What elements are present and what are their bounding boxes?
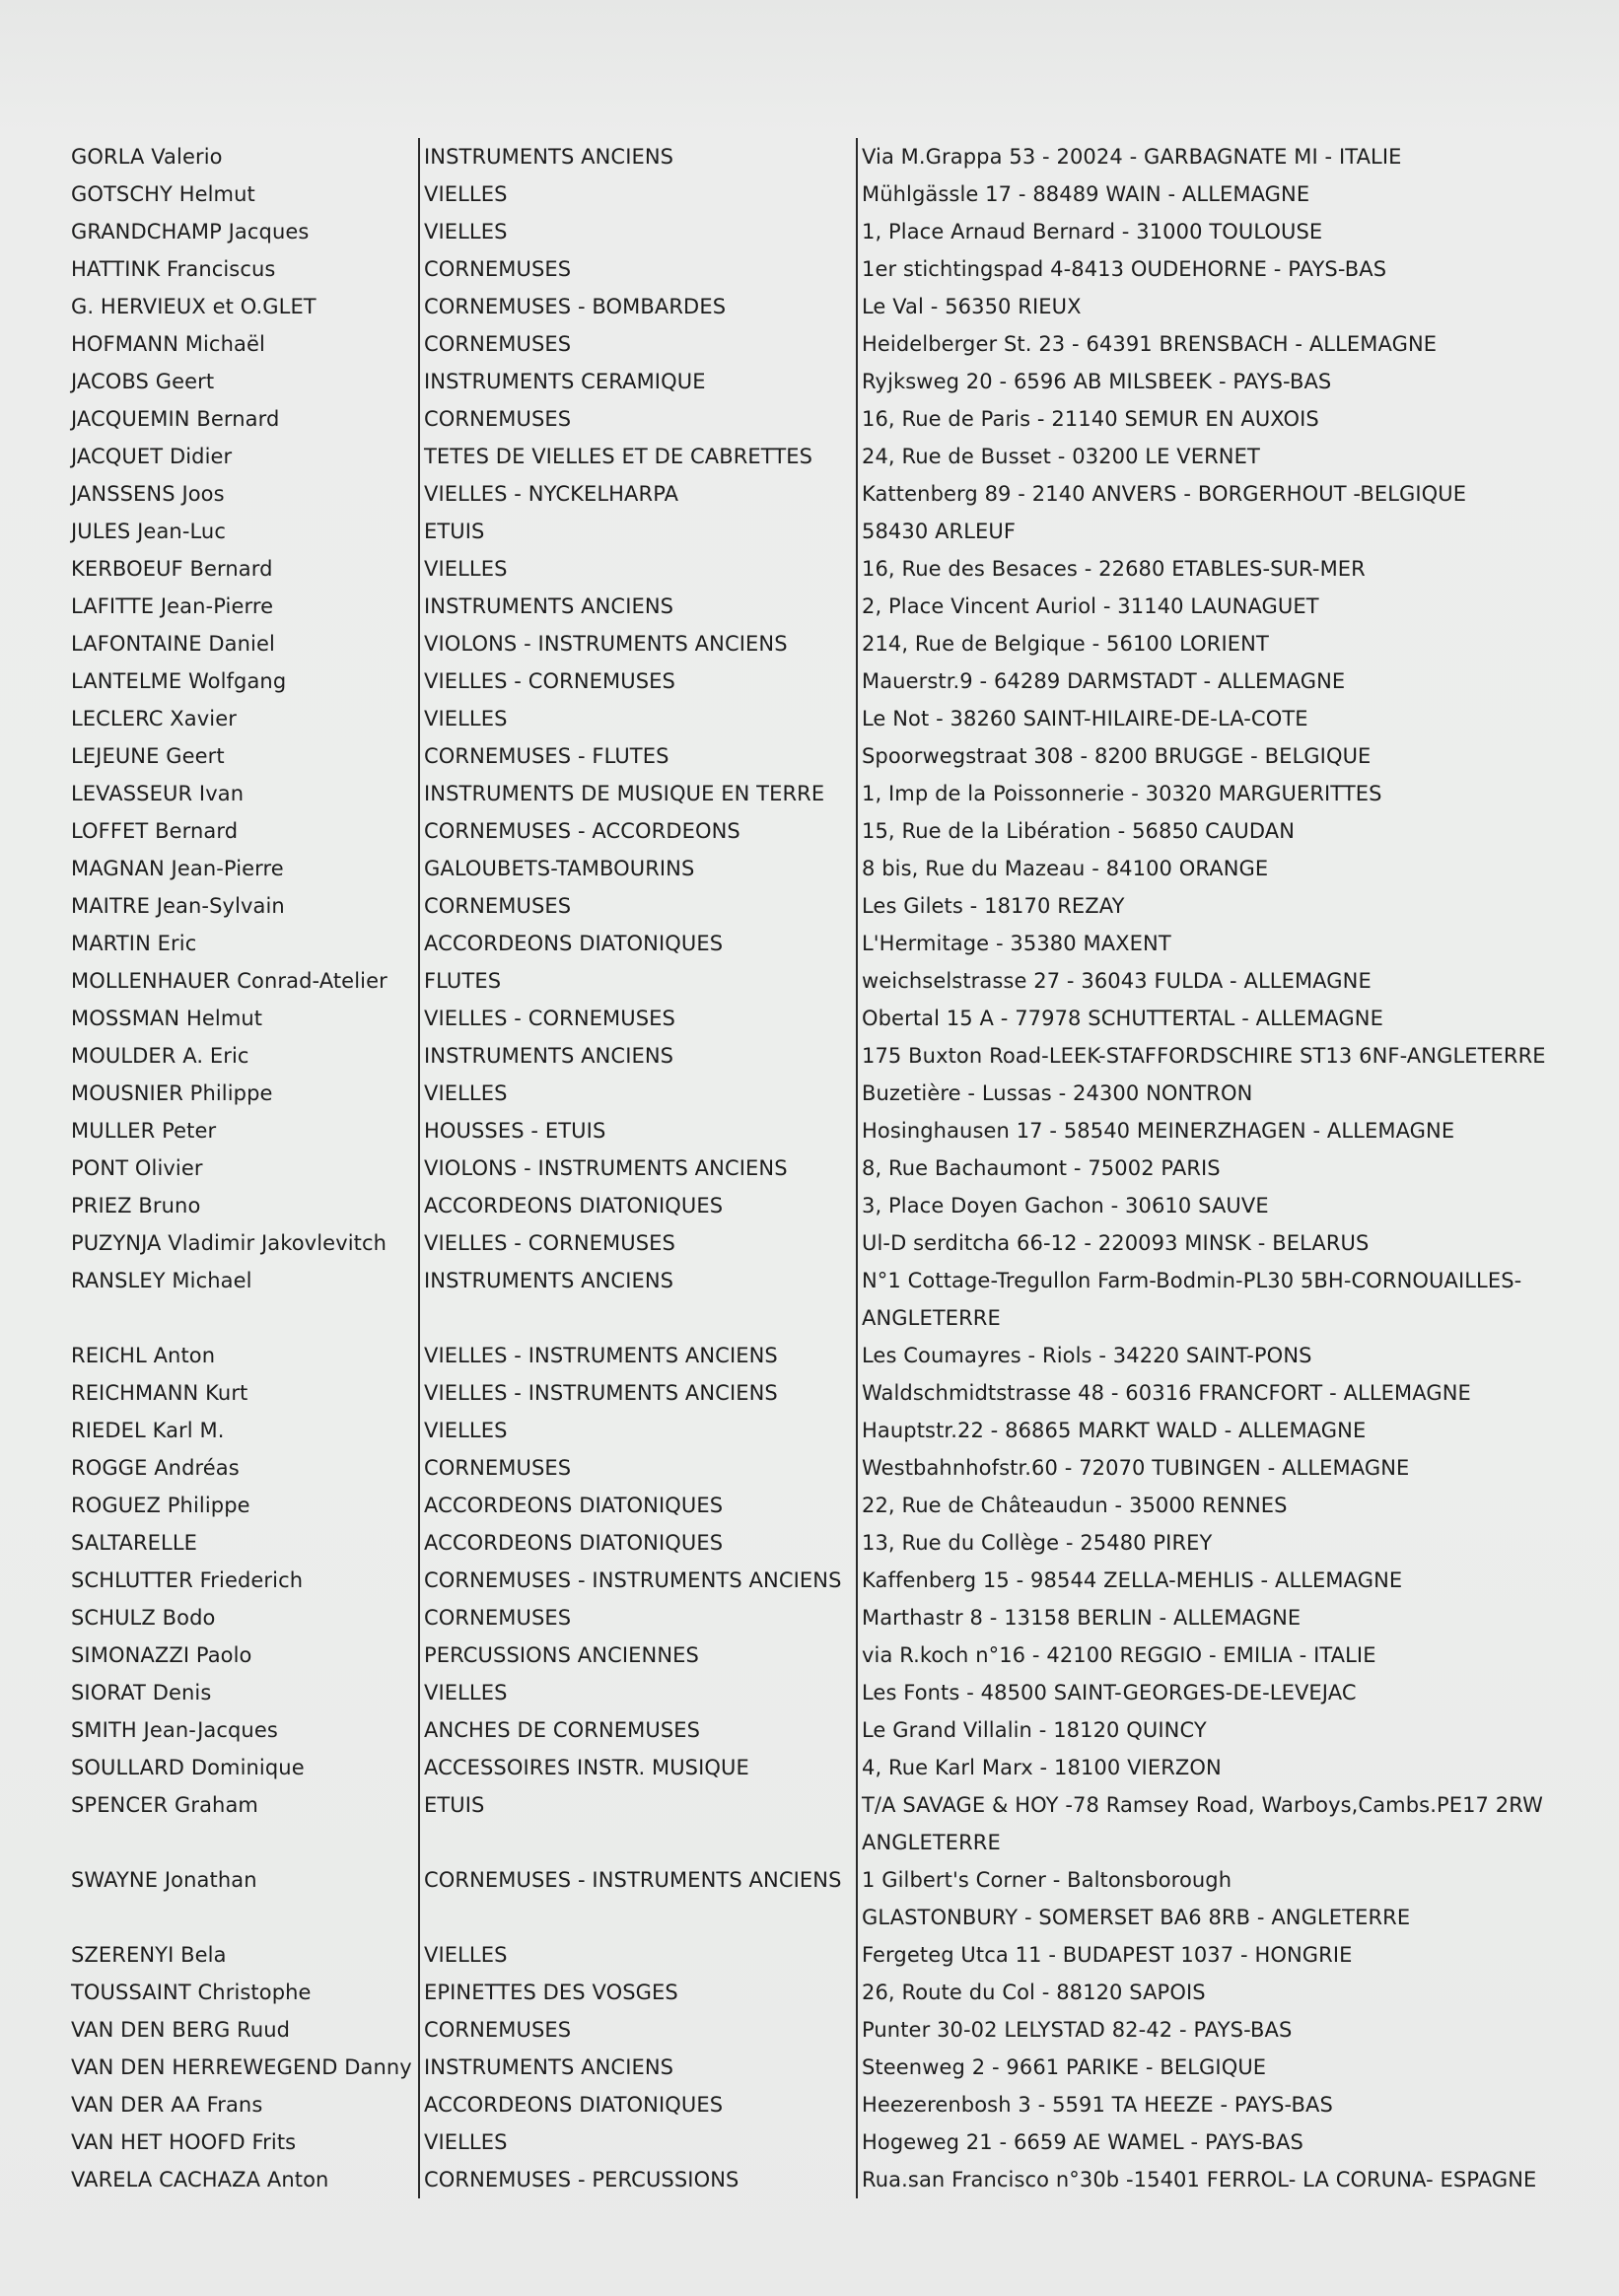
maker-specialty: ANCHES DE CORNEMUSES (419, 1711, 857, 1749)
directory-row (67, 1562, 1582, 1599)
maker-specialty: TETES DE VIELLES ET DE CABRETTES (419, 438, 857, 475)
maker-address: 24, Rue de Busset - 03200 LE VERNET (857, 438, 1582, 475)
maker-address: Heidelberger St. 23 - 64391 BRENSBACH - ALLEMAGNE (857, 325, 1582, 363)
directory-row (67, 513, 1582, 550)
directory-row (67, 700, 1582, 737)
directory-row (67, 1337, 1582, 1374)
maker-name: GRANDCHAMP Jacques (71, 220, 310, 244)
maker-name (67, 1824, 419, 1861)
directory-row (67, 288, 1582, 325)
directory-row (67, 1749, 1582, 1786)
maker-specialty: CORNEMUSES (419, 887, 857, 925)
maker-name: LAFITTE Jean-Pierre (71, 594, 274, 618)
directory-row (67, 850, 1582, 887)
maker-name: MOLLENHAUER Conrad-Atelier (71, 969, 387, 993)
maker-specialty: CORNEMUSES (419, 250, 857, 288)
maker-address: Le Grand Villalin - 18120 QUINCY (857, 1711, 1582, 1749)
maker-specialty: CORNEMUSES - FLUTES (419, 737, 857, 775)
directory-row (67, 588, 1582, 625)
maker-address: Marthastr 8 - 13158 BERLIN - ALLEMAGNE (857, 1599, 1582, 1636)
maker-specialty: VIOLONS - INSTRUMENTS ANCIENS (419, 1149, 857, 1187)
maker-name: JULES Jean-Luc (71, 520, 226, 543)
directory-row (67, 1037, 1582, 1075)
maker-name: MOSSMAN Helmut (71, 1007, 263, 1030)
maker-address: Rua.san Francisco n°30b -15401 FERROL- LA CORUNA- ESPAGNE (857, 2161, 1582, 2198)
maker-name: SPENCER Graham (71, 1793, 258, 1817)
maker-specialty: VIELLES - NYCKELHARPA (419, 475, 857, 513)
maker-address: L'Hermitage - 35380 MAXENT (857, 925, 1582, 962)
maker-name: LEVASSEUR Ivan (71, 782, 245, 805)
maker-address: 58430 ARLEUF (857, 513, 1582, 550)
maker-name: MAGNAN Jean-Pierre (71, 857, 284, 880)
directory-row (67, 1075, 1582, 1112)
directory-row (67, 812, 1582, 850)
maker-name: SWAYNE Jonathan (71, 1868, 257, 1892)
directory-row (67, 325, 1582, 363)
maker-specialty: INSTRUMENTS ANCIENS (419, 2049, 857, 2086)
maker-address: Hauptstr.22 - 86865 MARKT WALD - ALLEMAGNE (857, 1412, 1582, 1449)
maker-specialty: VIELLES (419, 175, 857, 213)
maker-name: SOULLARD Dominique (71, 1756, 305, 1779)
directory-row (67, 1711, 1582, 1749)
maker-specialty: INSTRUMENTS DE MUSIQUE EN TERRE (419, 775, 857, 812)
maker-name: JANSSENS Joos (71, 482, 225, 506)
directory-row (67, 1487, 1582, 1524)
maker-name: ROGUEZ Philippe (71, 1494, 250, 1517)
maker-specialty: ETUIS (419, 1786, 857, 1824)
maker-name: VAN DEN BERG Ruud (71, 2018, 291, 2042)
directory-row (67, 1187, 1582, 1224)
maker-specialty: CORNEMUSES (419, 1449, 857, 1487)
directory-row (67, 250, 1582, 288)
directory-body (67, 138, 1582, 2198)
maker-address: Ryjksweg 20 - 6596 AB MILSBEEK - PAYS-BAS (857, 363, 1582, 400)
maker-name: VAN DER AA Frans (71, 2093, 263, 2117)
directory-row (67, 400, 1582, 438)
maker-address: T/A SAVAGE & HOY -78 Ramsey Road, Warboys,Cambs.PE17 2RW (857, 1786, 1582, 1824)
maker-specialty: ACCESSOIRES INSTR. MUSIQUE (419, 1749, 857, 1786)
maker-address: Waldschmidtstrasse 48 - 60316 FRANCFORT - ALLEMAGNE (857, 1374, 1582, 1412)
maker-address: Steenweg 2 - 9661 PARIKE - BELGIQUE (857, 2049, 1582, 2086)
maker-name: G. HERVIEUX et O.GLET (71, 295, 317, 318)
maker-specialty: PERCUSSIONS ANCIENNES (419, 1636, 857, 1674)
maker-address: 1, Place Arnaud Bernard - 31000 TOULOUSE (857, 213, 1582, 250)
directory-row (67, 1861, 1582, 1899)
maker-specialty: ACCORDEONS DIATONIQUES (419, 925, 857, 962)
maker-name (67, 1899, 419, 1936)
maker-address: 4, Rue Karl Marx - 18100 VIERZON (857, 1749, 1582, 1786)
directory-row-continuation (67, 1824, 1582, 1861)
maker-address: Les Fonts - 48500 SAINT-GEORGES-DE-LEVEJAC (857, 1674, 1582, 1711)
maker-directory-table (67, 138, 1582, 2198)
directory-row (67, 1149, 1582, 1187)
maker-specialty (419, 1299, 857, 1337)
maker-address: 26, Route du Col - 88120 SAPOIS (857, 1974, 1582, 2011)
maker-specialty: ACCORDEONS DIATONIQUES (419, 1524, 857, 1562)
maker-specialty: ACCORDEONS DIATONIQUES (419, 1487, 857, 1524)
maker-name (67, 1299, 419, 1337)
directory-row (67, 1000, 1582, 1037)
maker-address: 22, Rue de Châteaudun - 35000 RENNES (857, 1487, 1582, 1524)
maker-address: 8 bis, Rue du Mazeau - 84100 ORANGE (857, 850, 1582, 887)
maker-name: VARELA CACHAZA Anton (71, 2168, 329, 2192)
maker-address: Mühlgässle 17 - 88489 WAIN - ALLEMAGNE (857, 175, 1582, 213)
directory-row (67, 1374, 1582, 1412)
maker-address: Heezerenbosh 3 - 5591 TA HEEZE - PAYS-BAS (857, 2086, 1582, 2123)
directory-row (67, 662, 1582, 700)
directory-row (67, 625, 1582, 662)
maker-name: REICHMANN Kurt (71, 1381, 248, 1405)
maker-name: RIEDEL Karl M. (71, 1419, 225, 1442)
maker-name: ROGGE Andréas (71, 1456, 240, 1480)
directory-row (67, 1599, 1582, 1636)
directory-row (67, 962, 1582, 1000)
maker-specialty: VIELLES (419, 550, 857, 588)
maker-name: SCHULZ Bodo (71, 1606, 216, 1630)
maker-name: HOFMANN Michaël (71, 332, 265, 356)
maker-specialty: VIELLES - CORNEMUSES (419, 662, 857, 700)
maker-name: RANSLEY Michael (71, 1269, 252, 1292)
maker-address: GLASTONBURY - SOMERSET BA6 8RB - ANGLETERRE (857, 1899, 1582, 1936)
maker-address: Obertal 15 A - 77978 SCHUTTERTAL - ALLEMAGNE (857, 1000, 1582, 1037)
maker-name: MAITRE Jean-Sylvain (71, 894, 285, 918)
maker-specialty: VIELLES - CORNEMUSES (419, 1000, 857, 1037)
maker-name: GOTSCHY Helmut (71, 182, 255, 206)
maker-specialty: GALOUBETS-TAMBOURINS (419, 850, 857, 887)
maker-address: Punter 30-02 LELYSTAD 82-42 - PAYS-BAS (857, 2011, 1582, 2049)
directory-row (67, 775, 1582, 812)
directory-row (67, 550, 1582, 588)
maker-specialty (419, 1899, 857, 1936)
maker-address: 1, Imp de la Poissonnerie - 30320 MARGUERITTES (857, 775, 1582, 812)
maker-name: REICHL Anton (71, 1344, 216, 1367)
maker-name: GORLA Valerio (71, 145, 223, 169)
maker-address: ANGLETERRE (857, 1299, 1582, 1337)
maker-address: Spoorwegstraat 308 - 8200 BRUGGE - BELGIQUE (857, 737, 1582, 775)
maker-specialty: CORNEMUSES (419, 325, 857, 363)
directory-row (67, 1974, 1582, 2011)
maker-specialty: INSTRUMENTS ANCIENS (419, 1262, 857, 1299)
directory-row (67, 925, 1582, 962)
maker-name: LEJEUNE Geert (71, 744, 225, 768)
maker-name: JACQUET Didier (71, 445, 233, 468)
directory-row (67, 1524, 1582, 1562)
maker-name: LAFONTAINE Daniel (71, 632, 275, 656)
maker-address: 175 Buxton Road-LEEK-STAFFORDSCHIRE ST13 6NF-ANGLETERRE (857, 1037, 1582, 1075)
maker-specialty: ETUIS (419, 513, 857, 550)
maker-name: SCHLUTTER Friederich (71, 1568, 304, 1592)
directory-row-continuation (67, 1299, 1582, 1337)
maker-address: Ul-D serditcha 66-12 - 220093 MINSK - BELARUS (857, 1224, 1582, 1262)
maker-name: MARTIN Eric (71, 932, 197, 955)
maker-name: SIORAT Denis (71, 1681, 212, 1705)
maker-specialty: VIELLES - INSTRUMENTS ANCIENS (419, 1374, 857, 1412)
directory-row (67, 1224, 1582, 1262)
directory-row (67, 1786, 1582, 1824)
maker-name: SALTARELLE (71, 1531, 197, 1555)
directory-row (67, 475, 1582, 513)
maker-specialty: VIELLES (419, 1936, 857, 1974)
maker-specialty: INSTRUMENTS CERAMIQUE (419, 363, 857, 400)
maker-address: Mauerstr.9 - 64289 DARMSTADT - ALLEMAGNE (857, 662, 1582, 700)
directory-row (67, 363, 1582, 400)
maker-specialty: VIOLONS - INSTRUMENTS ANCIENS (419, 625, 857, 662)
directory-row (67, 138, 1582, 175)
maker-specialty: VIELLES (419, 2123, 857, 2161)
maker-name: JACQUEMIN Bernard (71, 407, 280, 431)
maker-specialty: VIELLES (419, 1412, 857, 1449)
maker-name: JACOBS Geert (71, 370, 215, 393)
maker-address: 2, Place Vincent Auriol - 31140 LAUNAGUET (857, 588, 1582, 625)
directory-row (67, 2086, 1582, 2123)
directory-row (67, 2161, 1582, 2198)
maker-address: Kattenberg 89 - 2140 ANVERS - BORGERHOUT -BELGIQUE (857, 475, 1582, 513)
maker-name: LECLERC Xavier (71, 707, 237, 731)
maker-address: 1 Gilbert's Corner - Baltonsborough (857, 1861, 1582, 1899)
maker-address: Hogeweg 21 - 6659 AE WAMEL - PAYS-BAS (857, 2123, 1582, 2161)
directory-row (67, 1412, 1582, 1449)
maker-specialty: CORNEMUSES - INSTRUMENTS ANCIENS (419, 1562, 857, 1599)
maker-name: TOUSSAINT Christophe (71, 1981, 312, 2004)
directory-row (67, 438, 1582, 475)
maker-name: SMITH Jean-Jacques (71, 1718, 278, 1742)
maker-specialty: CORNEMUSES - INSTRUMENTS ANCIENS (419, 1861, 857, 1899)
directory-row (67, 2011, 1582, 2049)
maker-specialty: VIELLES - INSTRUMENTS ANCIENS (419, 1337, 857, 1374)
maker-specialty: VIELLES - CORNEMUSES (419, 1224, 857, 1262)
maker-address: 15, Rue de la Libération - 56850 CAUDAN (857, 812, 1582, 850)
maker-address: Fergeteg Utca 11 - BUDAPEST 1037 - HONGRIE (857, 1936, 1582, 1974)
maker-address: weichselstrasse 27 - 36043 FULDA - ALLEMAGNE (857, 962, 1582, 1000)
maker-address: Kaffenberg 15 - 98544 ZELLA-MEHLIS - ALLEMAGNE (857, 1562, 1582, 1599)
maker-address: 8, Rue Bachaumont - 75002 PARIS (857, 1149, 1582, 1187)
maker-specialty: VIELLES (419, 1075, 857, 1112)
maker-address: 16, Rue de Paris - 21140 SEMUR EN AUXOIS (857, 400, 1582, 438)
maker-address: via R.koch n°16 - 42100 REGGIO - EMILIA - ITALIE (857, 1636, 1582, 1674)
maker-name: PRIEZ Bruno (71, 1194, 201, 1218)
maker-address: 1er stichtingspad 4-8413 OUDEHORNE - PAYS-BAS (857, 250, 1582, 288)
directory-row (67, 887, 1582, 925)
directory-row (67, 2123, 1582, 2161)
maker-name: MOUSNIER Philippe (71, 1081, 273, 1105)
maker-name: VAN HET HOOFD Frits (71, 2130, 297, 2154)
maker-name: KERBOEUF Bernard (71, 557, 273, 581)
maker-address: Les Coumayres - Riols - 34220 SAINT-PONS (857, 1337, 1582, 1374)
maker-address: 214, Rue de Belgique - 56100 LORIENT (857, 625, 1582, 662)
maker-address: ANGLETERRE (857, 1824, 1582, 1861)
maker-specialty: HOUSSES - ETUIS (419, 1112, 857, 1149)
maker-name: MOULDER A. Eric (71, 1044, 249, 1068)
maker-address: 13, Rue du Collège - 25480 PIREY (857, 1524, 1582, 1562)
directory-row (67, 1112, 1582, 1149)
directory-row (67, 175, 1582, 213)
maker-specialty: CORNEMUSES - ACCORDEONS (419, 812, 857, 850)
directory-row-continuation (67, 1899, 1582, 1936)
maker-name: SZERENYI Bela (71, 1943, 227, 1967)
maker-specialty: INSTRUMENTS ANCIENS (419, 138, 857, 175)
maker-address: Westbahnhofstr.60 - 72070 TUBINGEN - ALLEMAGNE (857, 1449, 1582, 1487)
maker-name: MULLER Peter (71, 1119, 217, 1143)
maker-address: 3, Place Doyen Gachon - 30610 SAUVE (857, 1187, 1582, 1224)
maker-name: LOFFET Bernard (71, 819, 239, 843)
maker-address: Les Gilets - 18170 REZAY (857, 887, 1582, 925)
directory-row (67, 737, 1582, 775)
maker-specialty (419, 1824, 857, 1861)
maker-address: Buzetière - Lussas - 24300 NONTRON (857, 1075, 1582, 1112)
maker-specialty: VIELLES (419, 213, 857, 250)
maker-specialty: INSTRUMENTS ANCIENS (419, 1037, 857, 1075)
directory-row (67, 213, 1582, 250)
directory-row (67, 1674, 1582, 1711)
maker-specialty: EPINETTES DES VOSGES (419, 1974, 857, 2011)
maker-name: PONT Olivier (71, 1156, 203, 1180)
maker-name: VAN DEN HERREWEGEND Danny (71, 2055, 412, 2079)
maker-specialty: ACCORDEONS DIATONIQUES (419, 1187, 857, 1224)
maker-specialty: CORNEMUSES (419, 2011, 857, 2049)
maker-name: HATTINK Franciscus (71, 257, 276, 281)
maker-name: LANTELME Wolfgang (71, 669, 287, 693)
maker-address: Via M.Grappa 53 - 20024 - GARBAGNATE MI - ITALIE (857, 138, 1582, 175)
directory-row (67, 1636, 1582, 1674)
maker-specialty: FLUTES (419, 962, 857, 1000)
directory-row (67, 2049, 1582, 2086)
maker-specialty: ACCORDEONS DIATONIQUES (419, 2086, 857, 2123)
maker-specialty: CORNEMUSES (419, 400, 857, 438)
maker-specialty: VIELLES (419, 700, 857, 737)
directory-row (67, 1936, 1582, 1974)
maker-name: SIMONAZZI Paolo (71, 1643, 252, 1667)
directory-row (67, 1262, 1582, 1299)
maker-specialty: INSTRUMENTS ANCIENS (419, 588, 857, 625)
maker-address: Hosinghausen 17 - 58540 MEINERZHAGEN - ALLEMAGNE (857, 1112, 1582, 1149)
directory-row (67, 1449, 1582, 1487)
maker-name: PUZYNJA Vladimir Jakovlevitch (71, 1231, 387, 1255)
maker-specialty: CORNEMUSES (419, 1599, 857, 1636)
maker-address: Le Val - 56350 RIEUX (857, 288, 1582, 325)
maker-specialty: CORNEMUSES - BOMBARDES (419, 288, 857, 325)
maker-specialty: CORNEMUSES - PERCUSSIONS (419, 2161, 857, 2198)
maker-address: Le Not - 38260 SAINT-HILAIRE-DE-LA-COTE (857, 700, 1582, 737)
maker-specialty: VIELLES (419, 1674, 857, 1711)
maker-address: N°1 Cottage-Tregullon Farm-Bodmin-PL30 5BH-CORNOUAILLES- (857, 1262, 1582, 1299)
maker-address: 16, Rue des Besaces - 22680 ETABLES-SUR-MER (857, 550, 1582, 588)
